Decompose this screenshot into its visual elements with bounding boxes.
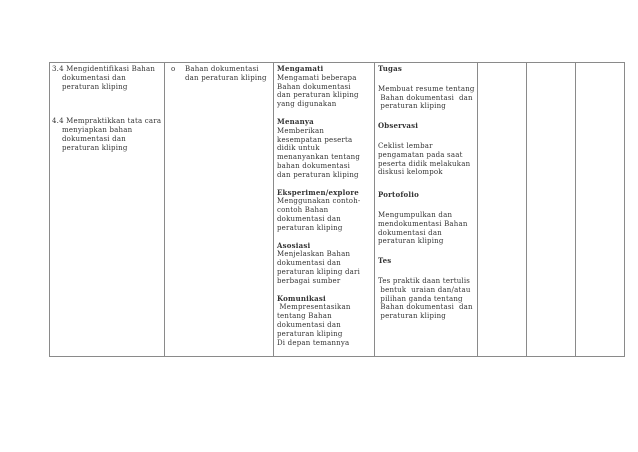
empty-cell [478, 63, 527, 357]
activity-title: Komunikasi [277, 293, 326, 303]
assessment-title: Tugas [378, 64, 403, 73]
activity-line: Bahan dokumentasi [277, 82, 351, 91]
assessment-line: peraturan kliping [378, 102, 446, 111]
activity-section [277, 189, 374, 233]
assessment-line: peserta didik melakukan [378, 159, 471, 168]
assessment-section [378, 191, 477, 246]
activity-line: berbagai sumber [277, 276, 341, 285]
activity-section [277, 295, 374, 348]
material-line: dan peraturan kliping [185, 73, 267, 82]
activity-title: Mengamati [277, 64, 324, 73]
competency-line: menyiapkan bahan [62, 126, 133, 135]
assessment-line: Bahan dokumentasi dan [378, 303, 473, 312]
material-cell [165, 63, 274, 357]
competency-line: peraturan kliping [62, 143, 128, 152]
table-row [50, 63, 625, 357]
competency-cell [50, 63, 165, 357]
activity-line: contoh Bahan [277, 206, 329, 215]
activity-section [277, 65, 374, 109]
assessment-line: diskusi kelompok [378, 168, 443, 177]
activity-line: Menggunakan contoh- [277, 197, 361, 206]
activity-line: Mengamati beberapa [277, 73, 357, 82]
activity-title: Eksperimen/explore [277, 187, 359, 197]
activity-title: Asosiasi [277, 240, 311, 250]
competency-number: 4.4 [52, 117, 64, 126]
activity-line: dan peraturan kliping [277, 170, 359, 179]
activity-line: didik untuk [277, 144, 320, 153]
activity-line: yang digunakan [277, 100, 337, 109]
competency-text: Mengidentifikasi Bahan [66, 65, 156, 73]
activity-line: Memberikan [277, 126, 325, 135]
assessment-section [378, 122, 477, 177]
activities-cell [274, 63, 375, 357]
competency-line: dokumentasi dan [62, 134, 126, 143]
assessment-line: mendokumentasi Bahan [378, 219, 468, 228]
activity-line: dokumentasi dan [277, 214, 341, 223]
activity-section [277, 118, 374, 180]
activity-line: bahan dokumentasi [277, 161, 351, 170]
material-line: Bahan dokumentasi [185, 65, 259, 73]
activity-line: dan peraturan kliping [277, 91, 359, 100]
assessment-line: Ceklist lembar [378, 141, 433, 150]
assessment-line: pilihan ganda tentang [378, 294, 463, 303]
assessment-cell [375, 63, 478, 357]
activity-line: tentang Bahan [277, 312, 332, 321]
activity-line: Mempresentasikan [277, 303, 351, 312]
activity-line: kesempatan peserta [277, 135, 353, 144]
activity-line: peraturan kliping [277, 329, 343, 338]
syllabus-table [49, 62, 625, 357]
assessment-line: Bahan dokumentasi dan [378, 93, 473, 102]
assessment-section [378, 257, 477, 321]
assessment-title: Portofolio [378, 190, 420, 200]
activity-line: peraturan kliping dari [277, 267, 361, 276]
bullet-icon: o [171, 65, 176, 73]
activity-line: dokumentasi dan [277, 259, 341, 268]
empty-cell [527, 63, 576, 357]
assessment-line: pengamatan pada saat [378, 150, 463, 159]
activity-section [277, 242, 374, 286]
competency-item [52, 117, 164, 152]
empty-cell [576, 63, 625, 357]
activity-line: peraturan kliping [277, 223, 343, 232]
assessment-title: Tes [378, 256, 392, 266]
activity-line: dokumentasi dan [277, 320, 341, 329]
competency-line: dokumentasi dan [62, 73, 126, 82]
assessment-line: Tes praktik daan tertulis [378, 276, 471, 285]
competency-item [52, 65, 164, 91]
activity-title: Menanya [277, 116, 314, 126]
assessment-line: bentuk uraian dan/atau [378, 285, 471, 294]
competency-line: peraturan kliping [62, 82, 128, 91]
assessment-section [378, 65, 477, 111]
material-text [185, 65, 267, 83]
activity-line: menanyankan tentang [277, 153, 360, 162]
assessment-line: Mengumpulkan dan [378, 210, 453, 219]
assessment-line: Membuat resume tentang [378, 84, 475, 93]
activity-line: Di depan temannya [277, 338, 350, 347]
competency-text: Mempraktikkan tata cara [66, 117, 162, 126]
assessment-title: Observasi [378, 121, 419, 131]
activity-line: Menjelaskan Bahan [277, 250, 351, 259]
assessment-line: peraturan kliping [378, 237, 444, 246]
assessment-line: peraturan kliping [378, 312, 446, 321]
competency-number: 3.4 [52, 65, 64, 73]
assessment-line: dokumentasi dan [378, 228, 442, 237]
